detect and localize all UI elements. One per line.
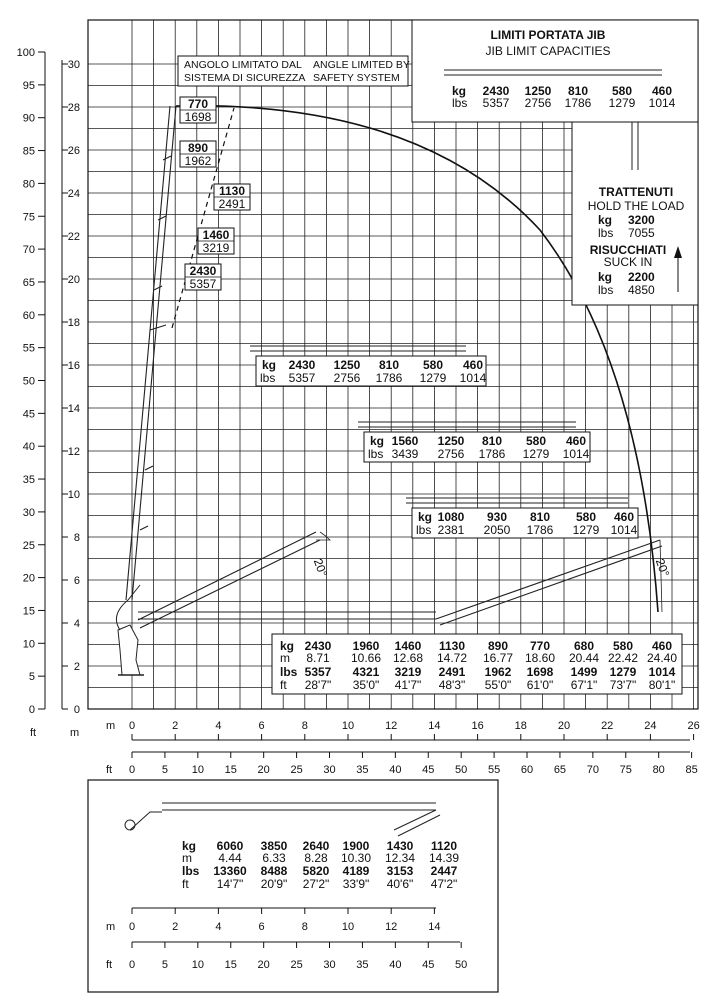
bottom-table-cell: 3850 [260,839,288,853]
angle-note-it-1: ANGOLO LIMITATO DAL [184,59,302,71]
hold-kg-label: kg [598,213,613,227]
bottom-table-cell: 6.33 [262,851,286,865]
boom-horizontal [138,540,662,625]
capacity-lbs-value: 1279 [572,523,600,537]
boom-label-kg: 770 [187,97,209,111]
bottom-m-ticks [129,720,700,740]
bottom-ft-tick-label: 45 [422,764,435,776]
bottom-m-tick-label: 24 [644,720,657,732]
capacity-kg-value: 460 [613,510,635,524]
bottom-ft-unit: ft [106,764,113,776]
bottom-table-row-label: lbs [182,864,200,878]
capacity-lbs-label: lbs [416,523,432,537]
bottom-table-values [182,839,459,891]
capacity-kg-value: 580 [422,358,444,372]
m-tick-label: 18 [67,317,80,329]
main-table-cell: 680 [573,639,595,653]
main-table-cell: 2491 [438,665,466,679]
ft-axis-ticks [17,47,45,716]
bottom-ft-tick-label: 60 [520,764,534,776]
capacity-kg-value: 810 [529,510,551,524]
main-table-cell: 55'0" [484,678,512,692]
boom-label-lbs: 1962 [184,154,212,168]
main-table-cell: 1460 [394,639,422,653]
capacity-lbs-value: 5357 [288,371,316,385]
bottom-table-cell: 12.34 [384,851,416,865]
m-tick-label: 24 [67,188,80,200]
main-table-row-label: ft [280,678,287,692]
main-table-cell: 12.68 [392,651,424,665]
bottom-panel-m-unit: m [106,921,116,933]
boom-label-kg: 1130 [218,184,246,198]
m-tick-label: 16 [67,360,80,372]
bottom-table-cell: 1120 [430,839,458,853]
bottom-ft-tick-label: 10 [191,764,204,776]
bottom-panel-ft-ticks [129,942,467,971]
bottom-panel-ft-tick-label: 35 [356,959,369,971]
ft-tick-label: 65 [22,276,35,289]
main-table-cell: 580 [612,639,634,653]
capacity-box-1 [250,346,487,386]
angle-note-en-1: ANGLE LIMITED BY [313,59,410,71]
main-table-cell: 61'0" [526,678,554,692]
bottom-ft-tick-label: 20 [257,764,270,776]
main-table-cell: 1499 [570,665,598,679]
bottom-table-cell: 14.39 [428,851,460,865]
capacity-lbs-value: 2756 [437,447,465,461]
bottom-m-tick-label: 0 [128,720,136,732]
main-table-cell: 35'0" [352,678,380,692]
capacity-lbs-value: 1786 [526,523,554,537]
jib-lbs-value: 5357 [482,96,510,110]
capacity-lbs-value: 2756 [333,371,361,385]
bottom-table-cell: 6060 [216,839,244,853]
capacity-lbs-value: 1786 [375,371,403,385]
jib-kg-label: kg [452,84,467,98]
bottom-table-cell: 40'6" [386,877,414,891]
left-ft-unit: ft [30,727,37,739]
main-table-cell: 20.44 [568,651,600,665]
bottom-panel-m-tick-label: 2 [172,921,179,933]
main-table-cell: 24.40 [646,651,678,665]
bottom-m-tick-label: 2 [172,720,179,732]
ft-tick-label: 25 [22,539,35,552]
bottom-table-cell: 27'2" [302,877,330,891]
ft-tick-label: 70 [22,244,35,257]
main-table-cell: 2430 [304,639,332,653]
capacity-lbs-label: lbs [260,371,276,385]
ft-tick-label: 100 [16,47,35,59]
boom-label-lbs: 1698 [184,110,212,124]
ft-tick-label: 10 [22,638,35,651]
boom-label-kg: 1460 [202,228,230,242]
bottom-panel-ft-unit: ft [106,959,113,971]
m-tick-label: 14 [67,403,80,415]
capacity-kg-value: 460 [565,434,587,448]
m-tick-label: 22 [67,231,80,243]
ft-tick-label: 5 [28,671,35,684]
m-tick-label: 28 [67,102,80,114]
bottom-table-cell: 4189 [342,864,370,878]
ft-tick-label: 45 [22,408,35,421]
main-table-cell: 22.42 [607,651,639,665]
capacity-lbs-value: 1279 [419,371,447,385]
bottom-table-cell: 33'9" [342,877,370,891]
bottom-panel-ft-tick-label: 0 [128,959,136,971]
bottom-table-cell: 10.30 [340,851,372,865]
boom-label-lbs: 5357 [189,277,217,291]
main-table-cell: 80'1" [648,678,676,692]
jib-kg-value: 580 [611,84,633,98]
m-tick-label: 8 [73,532,80,544]
bottom-panel-ft-tick-label: 15 [224,959,237,971]
bottom-table-cell: 13360 [213,864,247,878]
ft-tick-label: 0 [28,704,35,716]
jib-title-it: LIMITI PORTATA JIB [490,28,606,42]
bottom-m-tick-label: 18 [514,720,527,732]
bottom-panel-ft-tick-label: 40 [389,959,402,971]
capacity-kg-value: 580 [525,434,547,448]
ft-tick-label: 20 [22,572,35,585]
capacity-lbs-value: 2381 [437,523,465,537]
boom-capacity-labels [180,97,250,291]
bottom-m-tick-label: 4 [215,720,222,732]
bottom-table-cell: 1900 [342,839,370,853]
bottom-boom-drawing [125,803,440,836]
capacity-kg-value: 930 [486,510,508,524]
capacity-lbs-value: 1014 [610,523,638,537]
bottom-ft-tick-label: 40 [389,764,402,776]
capacity-kg-value: 1250 [437,434,465,448]
bottom-table-cell: 8.28 [304,851,328,865]
bottom-panel-m-tick-label: 4 [215,921,222,933]
main-table-cell: 1130 [438,639,466,653]
bottom-table-cell: 1430 [386,839,414,853]
m-tick-label: 26 [67,145,80,157]
ft-tick-label: 95 [22,79,35,92]
jib-kg-value: 460 [651,84,673,98]
capacity-kg-value: 810 [378,358,400,372]
ft-tick-label: 80 [22,178,35,191]
main-table-cell: 67'1" [570,678,598,692]
bottom-panel-m-tick-label: 12 [385,921,398,933]
bottom-ft-tick-label: 5 [161,764,168,776]
capacity-kg-value: 1560 [391,434,419,448]
capacity-kg-value: 1250 [333,358,361,372]
main-table-cell: 460 [651,639,673,653]
boom-label-lbs: 2491 [218,197,246,211]
main-table-cell: 1014 [648,665,676,679]
hold-kg-value: 3200 [628,213,655,227]
hold-lbs-value: 7055 [628,226,655,240]
bottom-panel-ft-tick-label: 10 [191,959,204,971]
capacity-kg-value: 580 [575,510,597,524]
capacity-kg-value: 460 [462,358,484,372]
bottom-panel-ft-tick-label: 20 [257,959,270,971]
main-table-row-label: lbs [280,665,298,679]
jib-lbs-value: 1014 [648,96,676,110]
bottom-table-cell: 20'9" [260,877,288,891]
jib-kg-value: 1250 [524,84,552,98]
capacity-box-2 [358,422,590,462]
bottom-ft-tick-label: 70 [586,764,599,776]
m-tick-label: 2 [73,661,80,673]
suck-title-en: SUCK IN [603,255,653,269]
main-table-cell: 1960 [352,639,380,653]
capacity-kg-label: kg [370,434,385,448]
bottom-table-cell: 14'7" [216,877,244,891]
ft-tick-label: 30 [22,506,35,519]
m-tick-label: 10 [67,489,80,501]
bottom-panel-m-tick-label: 0 [128,921,136,933]
bottom-table-row-label: m [182,851,192,865]
bottom-table-cell: 5820 [302,864,330,878]
main-table-cell: 4321 [352,665,380,679]
suck-lbs-label: lbs [598,283,614,297]
capacity-kg-label: kg [418,510,433,524]
main-table-cell: 1698 [526,665,554,679]
bottom-panel-m-tick-label: 8 [301,921,308,933]
bottom-ft-tick-label: 30 [323,764,336,776]
bottom-ft-tick-label: 65 [553,764,567,776]
bottom-table-cell: 3153 [386,864,414,878]
main-table-cell: 16.77 [482,651,514,665]
ft-tick-label: 35 [22,474,35,487]
jib-kg-value: 2430 [482,84,510,98]
ft-tick-label: 75 [22,211,35,224]
boom-vertical [126,106,176,600]
bottom-ft-tick-label: 55 [487,764,501,776]
bottom-ft-tick-label: 0 [128,764,136,776]
jib-lbs-value: 2756 [524,96,552,110]
bottom-m-tick-label: 16 [471,720,484,732]
main-table-cell: 73'7" [609,678,637,692]
jib-lbs-value: 1279 [608,96,636,110]
capacity-lbs-value: 2050 [483,523,511,537]
jib-lbs-label: lbs [452,96,468,110]
bottom-ft-tick-label: 75 [619,764,632,776]
bottom-panel-m-tick-label: 6 [258,921,265,933]
capacity-lbs-value: 1014 [459,371,487,385]
main-table-cell: 10.66 [350,651,382,665]
bottom-ft-tick-label: 80 [652,764,665,776]
bottom-panel-ft-tick-label: 5 [161,959,168,971]
bottom-panel-ft-tick-label: 30 [323,959,336,971]
capacity-lbs-value: 3439 [391,447,419,461]
bottom-panel-ft-tick-label: 45 [422,959,435,971]
boom-label-kg: 2430 [189,264,217,278]
bottom-m-tick-label: 10 [341,720,355,732]
capacity-lbs-value: 1786 [478,447,506,461]
main-table-row-label: kg [280,639,295,653]
jib-lbs-value: 1786 [564,96,592,110]
main-table-cell: 41'7" [394,678,422,692]
main-table-cell: 8.71 [306,651,330,665]
m-tick-label: 12 [67,446,80,458]
angle-note-it-2: SISTEMA DI SICUREZZA [184,72,306,84]
main-table-cell: 890 [487,639,509,653]
hold-lbs-label: lbs [598,226,614,240]
boom-label-kg: 890 [187,141,209,155]
main-table-cell: 1962 [484,665,512,679]
bottom-panel-ft-tick-label: 50 [455,959,468,971]
bottom-table-row-label: ft [182,877,189,891]
main-table-cell: 770 [529,639,551,653]
m-axis-ticks [62,59,80,716]
m-tick-label: 30 [67,59,80,71]
main-table-cell: 18.60 [524,651,556,665]
suck-kg-value: 2200 [628,270,655,284]
ft-tick-label: 90 [22,112,35,125]
hold-title-en: HOLD THE LOAD [587,199,685,213]
bottom-ft-ticks [129,752,698,776]
main-table-cell: 48'3" [438,678,466,692]
capacity-lbs-label: lbs [368,447,384,461]
main-table-cell: 3219 [394,665,422,679]
bottom-panel-m-tick-label: 10 [341,921,355,933]
m-tick-label: 6 [73,575,80,587]
bottom-table-cell: 8488 [260,864,288,878]
jib-kg-value: 810 [567,84,589,98]
bottom-table-cell: 2640 [302,839,330,853]
ft-tick-label: 40 [22,441,35,454]
main-table-row-label: m [280,651,290,665]
crane-base [116,585,144,675]
ft-tick-label: 15 [22,605,35,618]
bottom-table-cell: 2447 [430,864,458,878]
bottom-m-tick-label: 26 [687,720,700,732]
bottom-m-tick-label: 8 [301,720,308,732]
ft-tick-label: 55 [22,342,35,355]
boom-label-lbs: 3219 [202,241,230,255]
bottom-m-tick-label: 6 [258,720,265,732]
capacity-lbs-value: 1279 [522,447,550,461]
main-table-cell: 1279 [609,665,637,679]
bottom-panel-ft-tick-label: 25 [290,959,303,971]
capacity-kg-value: 810 [481,434,503,448]
bottom-ft-tick-label: 15 [224,764,237,776]
main-table-cell: 28'7" [304,678,332,692]
angle-label-right: 20° [652,556,673,579]
bottom-ft-tick-label: 85 [685,764,698,776]
angle-note-en-2: SAFETY SYSTEM [313,72,400,84]
bottom-ft-tick-label: 50 [455,764,468,776]
capacity-kg-value: 1080 [437,510,465,524]
angle-label-left: 20° [310,556,331,579]
capacity-kg-value: 2430 [288,358,316,372]
suck-kg-label: kg [598,270,613,284]
capacity-kg-label: kg [262,358,277,372]
suck-lbs-value: 4850 [628,283,655,297]
bottom-table-cell: 4.44 [218,851,242,865]
bottom-table-row-label: kg [182,839,197,853]
bottom-m-tick-label: 14 [428,720,441,732]
bottom-ft-tick-label: 25 [290,764,303,776]
m-tick-label: 0 [73,704,80,716]
bottom-panel-m-ticks [129,908,441,933]
bottom-m-tick-label: 12 [385,720,398,732]
capacity-lbs-value: 1014 [562,447,590,461]
bottom-table-cell: 47'2" [430,877,458,891]
main-table-cell: 5357 [304,665,332,679]
suck-title-it: RISUCCHIATI [589,243,667,257]
capacity-box-3 [406,498,638,538]
m-tick-label: 4 [73,618,80,630]
m-tick-label: 20 [67,274,80,286]
main-table-cell: 14.72 [436,651,468,665]
ft-tick-label: 85 [22,145,35,158]
bottom-m-tick-label: 22 [601,720,614,732]
bottom-m-tick-label: 20 [557,720,571,732]
hold-title-it: TRATTENUTI [598,185,674,199]
bottom-ft-tick-label: 35 [356,764,369,776]
ft-tick-label: 60 [22,309,35,322]
jib-title-en: JIB LIMIT CAPACITIES [485,44,611,58]
bottom-panel-m-tick-label: 14 [428,921,441,933]
ft-tick-label: 50 [22,375,35,388]
bottom-m-unit: m [106,720,116,732]
left-m-unit: m [70,727,80,739]
